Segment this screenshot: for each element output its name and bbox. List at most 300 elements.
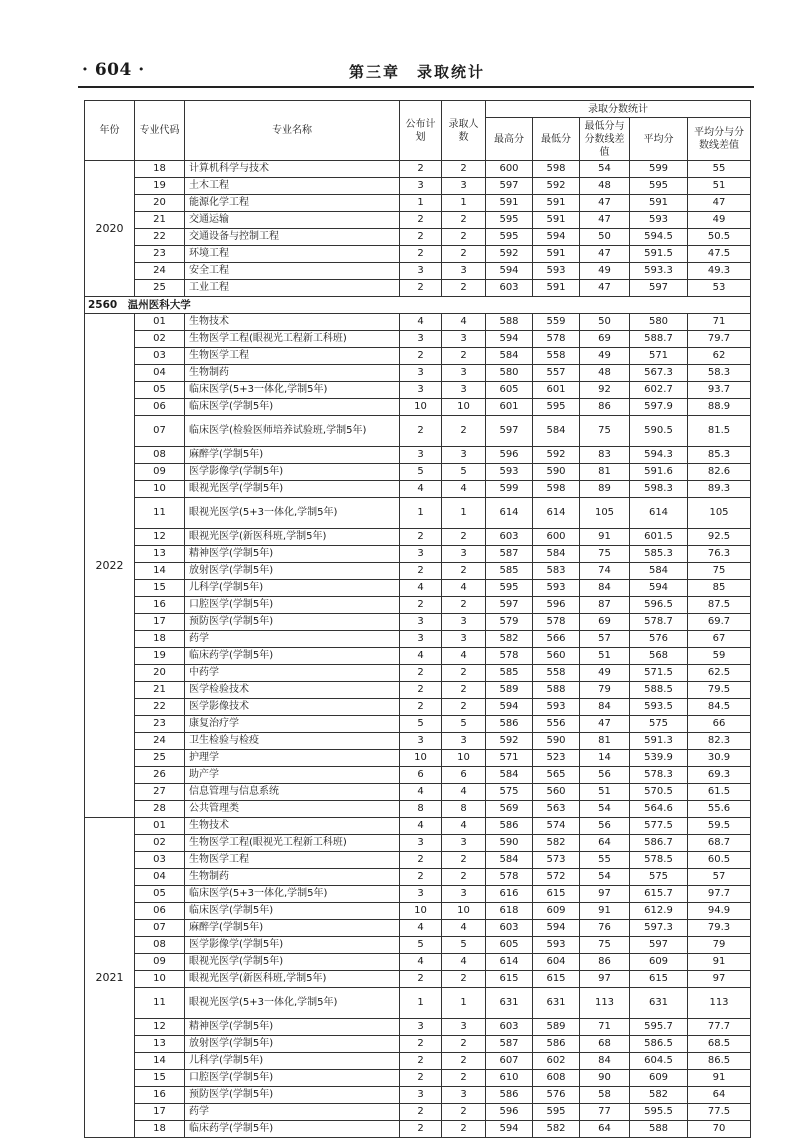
max-score-cell: 575: [486, 784, 533, 801]
code-cell: 21: [135, 682, 185, 699]
admitted-cell: 4: [442, 580, 486, 597]
table-row: [85, 580, 751, 597]
table-row: [85, 1104, 751, 1121]
admitted-cell: 6: [442, 767, 486, 784]
avg-score-cell: 580: [630, 314, 688, 331]
code-cell: 17: [135, 1104, 185, 1121]
min-score-cell: 595: [533, 399, 580, 416]
max-score-cell: 592: [486, 246, 533, 263]
max-score-cell: 594: [486, 263, 533, 280]
plan-cell: 1: [400, 498, 442, 529]
plan-cell: 4: [400, 784, 442, 801]
plan-cell: 4: [400, 481, 442, 498]
avg-score-cell: 615: [630, 971, 688, 988]
min-score-cell: 574: [533, 818, 580, 835]
col-name: 专业名称: [185, 101, 400, 161]
code-cell: 18: [135, 161, 185, 178]
major-name-cell: 土木工程: [185, 178, 400, 195]
avg-diff-cell: 93.7: [688, 382, 751, 399]
major-name-cell: 工业工程: [185, 280, 400, 297]
min-diff-cell: 75: [580, 416, 630, 447]
avg-score-cell: 571: [630, 348, 688, 365]
avg-score-cell: 585.3: [630, 546, 688, 563]
avg-diff-cell: 85.3: [688, 447, 751, 464]
min-score-cell: 614: [533, 498, 580, 529]
admitted-cell: 1: [442, 498, 486, 529]
avg-score-cell: 594.3: [630, 447, 688, 464]
max-score-cell: 603: [486, 529, 533, 546]
avg-score-cell: 596.5: [630, 597, 688, 614]
table-row: [85, 563, 751, 580]
min-diff-cell: 97: [580, 886, 630, 903]
col-group-score: 录取分数统计: [486, 101, 751, 118]
major-name-cell: 能源化学工程: [185, 195, 400, 212]
admitted-cell: 2: [442, 699, 486, 716]
table-row: [85, 954, 751, 971]
min-diff-cell: 87: [580, 597, 630, 614]
major-name-cell: 放射医学(学制5年): [185, 563, 400, 580]
min-diff-cell: 55: [580, 852, 630, 869]
avg-score-cell: 591.6: [630, 464, 688, 481]
code-cell: 12: [135, 1019, 185, 1036]
code-cell: 18: [135, 1121, 185, 1138]
min-score-cell: 573: [533, 852, 580, 869]
code-cell: 11: [135, 988, 185, 1019]
min-score-cell: 608: [533, 1070, 580, 1087]
avg-diff-cell: 55.6: [688, 801, 751, 818]
avg-diff-cell: 62: [688, 348, 751, 365]
min-diff-cell: 51: [580, 784, 630, 801]
code-cell: 07: [135, 416, 185, 447]
avg-score-cell: 609: [630, 1070, 688, 1087]
code-cell: 03: [135, 852, 185, 869]
admitted-cell: 2: [442, 280, 486, 297]
table-row: [85, 665, 751, 682]
max-score-cell: 584: [486, 767, 533, 784]
avg-score-cell: 582: [630, 1087, 688, 1104]
min-score-cell: 560: [533, 784, 580, 801]
code-cell: 02: [135, 835, 185, 852]
avg-diff-cell: 89.3: [688, 481, 751, 498]
min-diff-cell: 64: [580, 835, 630, 852]
max-score-cell: 588: [486, 314, 533, 331]
avg-score-cell: 588: [630, 1121, 688, 1138]
max-score-cell: 614: [486, 498, 533, 529]
admitted-cell: 3: [442, 365, 486, 382]
table-row: [85, 529, 751, 546]
max-score-cell: 596: [486, 1104, 533, 1121]
avg-diff-cell: 88.9: [688, 399, 751, 416]
avg-score-cell: 597.9: [630, 399, 688, 416]
admitted-cell: 2: [442, 682, 486, 699]
min-diff-cell: 89: [580, 481, 630, 498]
admitted-cell: 4: [442, 784, 486, 801]
avg-score-cell: 571.5: [630, 665, 688, 682]
page-header: [82, 58, 752, 84]
min-score-cell: 593: [533, 699, 580, 716]
major-name-cell: 生物技术: [185, 818, 400, 835]
avg-diff-cell: 30.9: [688, 750, 751, 767]
plan-cell: 3: [400, 331, 442, 348]
col-year: 年份: [85, 101, 135, 161]
admitted-cell: 2: [442, 348, 486, 365]
min-diff-cell: 84: [580, 1053, 630, 1070]
major-name-cell: 临床医学(5+3一体化,学制5年): [185, 382, 400, 399]
major-name-cell: 生物制药: [185, 869, 400, 886]
avg-diff-cell: 64: [688, 1087, 751, 1104]
max-score-cell: 586: [486, 818, 533, 835]
max-score-cell: 586: [486, 716, 533, 733]
plan-cell: 3: [400, 631, 442, 648]
avg-diff-cell: 82.3: [688, 733, 751, 750]
plan-cell: 3: [400, 263, 442, 280]
max-score-cell: 587: [486, 1036, 533, 1053]
max-score-cell: 595: [486, 229, 533, 246]
admitted-cell: 4: [442, 954, 486, 971]
table-row: [85, 818, 751, 835]
header-rule: [78, 86, 754, 88]
min-score-cell: 592: [533, 447, 580, 464]
admitted-cell: 2: [442, 212, 486, 229]
major-name-cell: 信息管理与信息系统: [185, 784, 400, 801]
min-score-cell: 523: [533, 750, 580, 767]
major-name-cell: 眼视光医学(新医科班,学制5年): [185, 529, 400, 546]
avg-score-cell: 593.5: [630, 699, 688, 716]
major-name-cell: 眼视光医学(5+3一体化,学制5年): [185, 498, 400, 529]
col-max: 最高分: [486, 118, 533, 161]
admitted-cell: 3: [442, 631, 486, 648]
min-diff-cell: 76: [580, 920, 630, 937]
avg-score-cell: 595.7: [630, 1019, 688, 1036]
avg-diff-cell: 113: [688, 988, 751, 1019]
table-row: [85, 178, 751, 195]
min-diff-cell: 56: [580, 767, 630, 784]
table-row: [85, 648, 751, 665]
min-diff-cell: 74: [580, 563, 630, 580]
major-name-cell: 医学影像学(学制5年): [185, 937, 400, 954]
admitted-cell: 4: [442, 481, 486, 498]
admitted-cell: 5: [442, 937, 486, 954]
max-score-cell: 592: [486, 733, 533, 750]
table-row: [85, 699, 751, 716]
col-admitted: 录取人数: [442, 101, 486, 161]
admitted-cell: 2: [442, 229, 486, 246]
code-cell: 19: [135, 178, 185, 195]
min-diff-cell: 75: [580, 937, 630, 954]
admitted-cell: 2: [442, 161, 486, 178]
major-name-cell: 生物技术: [185, 314, 400, 331]
min-diff-cell: 79: [580, 682, 630, 699]
admitted-cell: 10: [442, 399, 486, 416]
avg-score-cell: 604.5: [630, 1053, 688, 1070]
admitted-cell: 5: [442, 716, 486, 733]
code-cell: 20: [135, 665, 185, 682]
admitted-cell: 3: [442, 1087, 486, 1104]
plan-cell: 3: [400, 733, 442, 750]
avg-diff-cell: 50.5: [688, 229, 751, 246]
admitted-cell: 3: [442, 886, 486, 903]
min-diff-cell: 69: [580, 331, 630, 348]
avg-score-cell: 609: [630, 954, 688, 971]
min-score-cell: 601: [533, 382, 580, 399]
major-name-cell: 生物制药: [185, 365, 400, 382]
avg-diff-cell: 94.9: [688, 903, 751, 920]
chapter-title: 第三章 录取统计: [348, 63, 485, 81]
avg-score-cell: 568: [630, 648, 688, 665]
max-score-cell: 593: [486, 464, 533, 481]
admitted-cell: 3: [442, 263, 486, 280]
min-diff-cell: 68: [580, 1036, 630, 1053]
admitted-cell: 1: [442, 195, 486, 212]
admitted-cell: 3: [442, 614, 486, 631]
table-row: [85, 750, 751, 767]
major-name-cell: 临床医学(学制5年): [185, 399, 400, 416]
min-score-cell: 631: [533, 988, 580, 1019]
min-score-cell: 563: [533, 801, 580, 818]
major-name-cell: 安全工程: [185, 263, 400, 280]
avg-score-cell: 575: [630, 869, 688, 886]
plan-cell: 4: [400, 580, 442, 597]
plan-cell: 4: [400, 648, 442, 665]
min-diff-cell: 90: [580, 1070, 630, 1087]
plan-cell: 2: [400, 682, 442, 699]
col-avg-diff: 平均分与分数线差值: [688, 118, 751, 161]
avg-diff-cell: 49.3: [688, 263, 751, 280]
admitted-cell: 1: [442, 988, 486, 1019]
code-cell: 05: [135, 382, 185, 399]
min-diff-cell: 47: [580, 716, 630, 733]
plan-cell: 5: [400, 716, 442, 733]
code-cell: 10: [135, 971, 185, 988]
header-row-1: [85, 101, 751, 118]
plan-cell: 2: [400, 161, 442, 178]
max-score-cell: 595: [486, 212, 533, 229]
plan-cell: 10: [400, 399, 442, 416]
table-row: [85, 229, 751, 246]
min-diff-cell: 50: [580, 229, 630, 246]
avg-score-cell: 597: [630, 280, 688, 297]
max-score-cell: 597: [486, 416, 533, 447]
min-diff-cell: 84: [580, 699, 630, 716]
code-cell: 25: [135, 750, 185, 767]
plan-cell: 2: [400, 1053, 442, 1070]
admitted-cell: 3: [442, 1019, 486, 1036]
plan-cell: 3: [400, 546, 442, 563]
min-score-cell: 557: [533, 365, 580, 382]
code-cell: 15: [135, 580, 185, 597]
plan-cell: 3: [400, 365, 442, 382]
avg-diff-cell: 81.5: [688, 416, 751, 447]
max-score-cell: 594: [486, 1121, 533, 1138]
max-score-cell: 599: [486, 481, 533, 498]
plan-cell: 2: [400, 563, 442, 580]
major-name-cell: 护理学: [185, 750, 400, 767]
avg-diff-cell: 97.7: [688, 886, 751, 903]
min-diff-cell: 64: [580, 1121, 630, 1138]
code-cell: 08: [135, 937, 185, 954]
table-row: [85, 464, 751, 481]
plan-cell: 4: [400, 920, 442, 937]
avg-score-cell: 599: [630, 161, 688, 178]
code-cell: 24: [135, 263, 185, 280]
table-row: [85, 835, 751, 852]
plan-cell: 8: [400, 801, 442, 818]
max-score-cell: 589: [486, 682, 533, 699]
major-name-cell: 医学检验技术: [185, 682, 400, 699]
avg-score-cell: 586.7: [630, 835, 688, 852]
major-name-cell: 交通运输: [185, 212, 400, 229]
min-diff-cell: 47: [580, 280, 630, 297]
avg-diff-cell: 57: [688, 869, 751, 886]
plan-cell: 2: [400, 1070, 442, 1087]
min-diff-cell: 49: [580, 665, 630, 682]
plan-cell: 2: [400, 1121, 442, 1138]
table-row: [85, 416, 751, 447]
plan-cell: 2: [400, 246, 442, 263]
admitted-cell: 3: [442, 546, 486, 563]
code-cell: 03: [135, 348, 185, 365]
code-cell: 08: [135, 447, 185, 464]
major-name-cell: 药学: [185, 631, 400, 648]
code-cell: 14: [135, 563, 185, 580]
table-row: [85, 365, 751, 382]
min-diff-cell: 105: [580, 498, 630, 529]
avg-score-cell: 564.6: [630, 801, 688, 818]
avg-diff-cell: 47: [688, 195, 751, 212]
avg-diff-cell: 76.3: [688, 546, 751, 563]
plan-cell: 2: [400, 971, 442, 988]
min-score-cell: 609: [533, 903, 580, 920]
min-score-cell: 594: [533, 229, 580, 246]
code-cell: 22: [135, 699, 185, 716]
code-cell: 06: [135, 399, 185, 416]
avg-diff-cell: 60.5: [688, 852, 751, 869]
min-diff-cell: 97: [580, 971, 630, 988]
plan-cell: 4: [400, 314, 442, 331]
table-row: [85, 212, 751, 229]
max-score-cell: 587: [486, 546, 533, 563]
major-name-cell: 儿科学(学制5年): [185, 580, 400, 597]
plan-cell: 2: [400, 529, 442, 546]
avg-score-cell: 575: [630, 716, 688, 733]
avg-diff-cell: 70: [688, 1121, 751, 1138]
min-score-cell: 590: [533, 733, 580, 750]
max-score-cell: 605: [486, 382, 533, 399]
table-row: [85, 886, 751, 903]
table-row: [85, 1036, 751, 1053]
max-score-cell: 594: [486, 699, 533, 716]
max-score-cell: 584: [486, 852, 533, 869]
min-score-cell: 582: [533, 835, 580, 852]
avg-diff-cell: 77.5: [688, 1104, 751, 1121]
major-name-cell: 卫生检验与检疫: [185, 733, 400, 750]
plan-cell: 3: [400, 1087, 442, 1104]
admitted-cell: 5: [442, 464, 486, 481]
code-cell: 23: [135, 716, 185, 733]
min-score-cell: 598: [533, 161, 580, 178]
table-row: [85, 716, 751, 733]
avg-score-cell: 631: [630, 988, 688, 1019]
table-row: [85, 920, 751, 937]
min-score-cell: 583: [533, 563, 580, 580]
code-cell: 12: [135, 529, 185, 546]
min-score-cell: 566: [533, 631, 580, 648]
avg-diff-cell: 59.5: [688, 818, 751, 835]
avg-score-cell: 601.5: [630, 529, 688, 546]
table-row: [85, 631, 751, 648]
max-score-cell: 614: [486, 954, 533, 971]
avg-score-cell: 588.7: [630, 331, 688, 348]
plan-cell: 3: [400, 382, 442, 399]
min-score-cell: 584: [533, 416, 580, 447]
plan-cell: 6: [400, 767, 442, 784]
major-name-cell: 精神医学(学制5年): [185, 1019, 400, 1036]
avg-score-cell: 594: [630, 580, 688, 597]
avg-diff-cell: 97: [688, 971, 751, 988]
major-name-cell: 眼视光医学(新医科班,学制5年): [185, 971, 400, 988]
avg-diff-cell: 79.7: [688, 331, 751, 348]
avg-diff-cell: 87.5: [688, 597, 751, 614]
max-score-cell: 585: [486, 665, 533, 682]
min-diff-cell: 91: [580, 903, 630, 920]
code-cell: 24: [135, 733, 185, 750]
avg-diff-cell: 68.5: [688, 1036, 751, 1053]
table-row: [85, 801, 751, 818]
major-name-cell: 放射医学(学制5年): [185, 1036, 400, 1053]
admitted-cell: 2: [442, 563, 486, 580]
table-row: [85, 447, 751, 464]
max-score-cell: 610: [486, 1070, 533, 1087]
plan-cell: 3: [400, 835, 442, 852]
admitted-cell: 3: [442, 331, 486, 348]
plan-cell: 2: [400, 348, 442, 365]
min-score-cell: 591: [533, 246, 580, 263]
code-cell: 07: [135, 920, 185, 937]
major-name-cell: 麻醉学(学制5年): [185, 920, 400, 937]
col-plan: 公布计划: [400, 101, 442, 161]
table-row: [85, 481, 751, 498]
min-diff-cell: 54: [580, 869, 630, 886]
table-row: [85, 682, 751, 699]
avg-score-cell: 584: [630, 563, 688, 580]
max-score-cell: 603: [486, 1019, 533, 1036]
admitted-cell: 2: [442, 1104, 486, 1121]
table-row: [85, 971, 751, 988]
plan-cell: 2: [400, 229, 442, 246]
plan-cell: 5: [400, 937, 442, 954]
table-row: [85, 280, 751, 297]
max-score-cell: 591: [486, 195, 533, 212]
code-cell: 06: [135, 903, 185, 920]
admitted-cell: 2: [442, 246, 486, 263]
max-score-cell: 618: [486, 903, 533, 920]
major-name-cell: 生物医学工程: [185, 852, 400, 869]
admitted-cell: 3: [442, 178, 486, 195]
major-name-cell: 眼视光医学(学制5年): [185, 481, 400, 498]
avg-score-cell: 593: [630, 212, 688, 229]
table-row: [85, 767, 751, 784]
col-avg: 平均分: [630, 118, 688, 161]
admitted-cell: 3: [442, 382, 486, 399]
min-score-cell: 593: [533, 937, 580, 954]
min-diff-cell: 49: [580, 348, 630, 365]
min-score-cell: 560: [533, 648, 580, 665]
code-cell: 04: [135, 365, 185, 382]
plan-cell: 2: [400, 597, 442, 614]
min-diff-cell: 47: [580, 246, 630, 263]
code-cell: 10: [135, 481, 185, 498]
min-diff-cell: 57: [580, 631, 630, 648]
